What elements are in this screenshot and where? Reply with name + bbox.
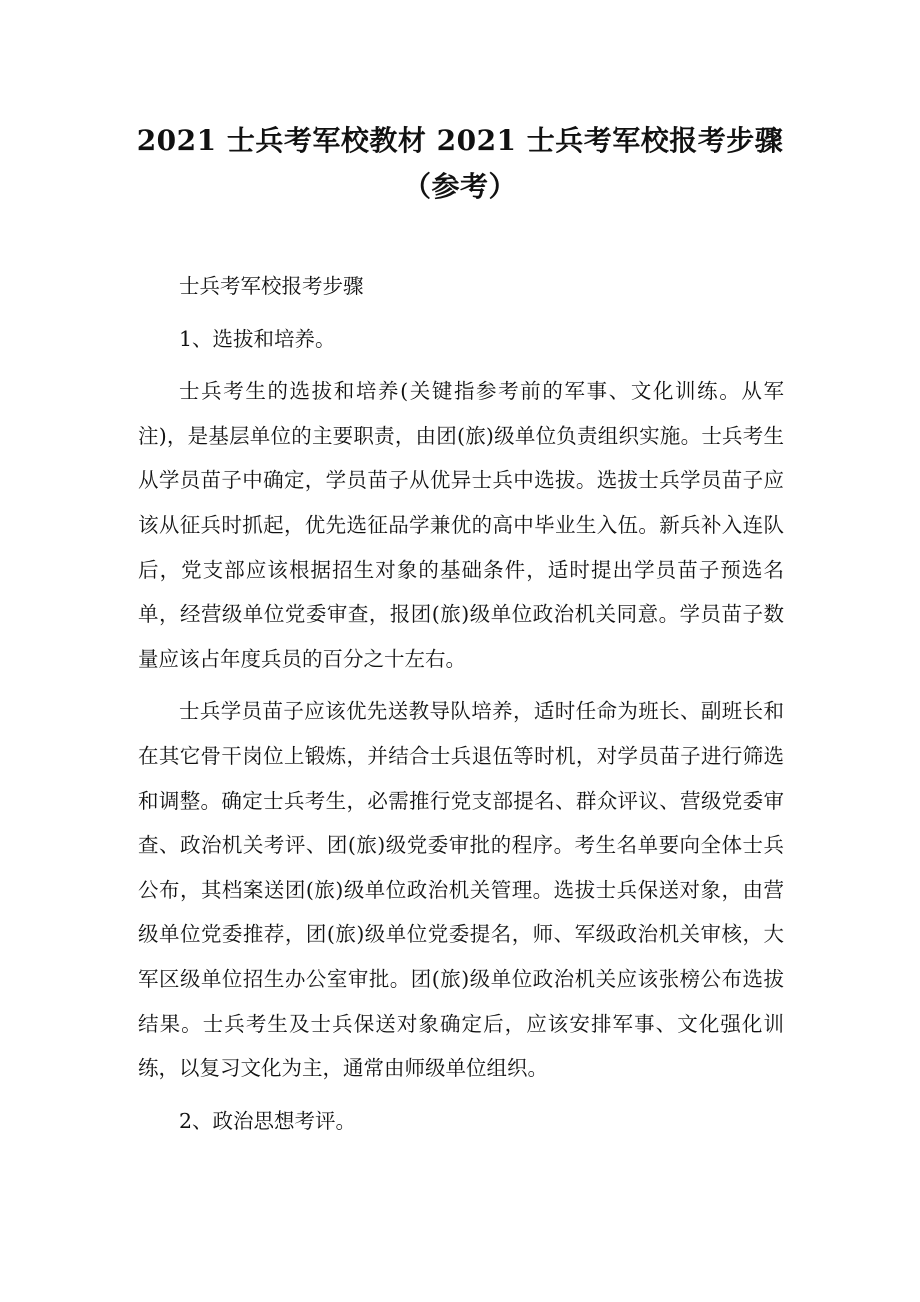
subsection-heading: 1、选拔和培养。 [179,326,336,351]
document-body [138,264,784,1151]
section-heading: 士兵考军校报考步骤 [179,274,364,298]
document-title: 2021 士兵考军校教材 2021 士兵考军校报考步骤（参考） [136,124,784,203]
subsection-heading: 2、政治思想考评。 [179,1108,357,1133]
body-paragraph: 士兵学员苗子应该优先送教导队培养，适时任命为班长、副班长和在其它骨干岗位上锻炼，并结合士兵退伍等时机，对学员苗子进行筛选和调整。确定士兵考生，必需推行党支部提名、群众评议、营级党委审查、政治机关考评、团(旅)级党委审批的程序。考生名单要向全体士兵公布，其档案送团(旅)级单位政治机关管理。选拔士兵保送对象，由营级单位党委推荐，团(旅)级单位党委提名，师、军级政治机关审核，大军区级单位招生办公室审批。团(旅)级单位政治机关应该张榜公布选拔结果。士兵考生及士兵保送对象确定后，应该安排军事、文化强化训练，以复习文化为主，通常由师级单位组织。 [138,699,784,1081]
body-paragraph: 士兵考生的选拔和培养(关键指参考前的军事、文化训练。从军注)，是基层单位的主要职责，由团(旅)级单位负责组织实施。士兵考生从学员苗子中确定，学员苗子从优异士兵中选拔。选拔士兵学员苗子应该从征兵时抓起，优先选征品学兼优的高中毕业生入伍。新兵补入连队后，党支部应该根据招生对象的基础条件，适时提出学员苗子预选名单，经营级单位党委审查，报团(旅)级单位政治机关同意。学员苗子数量应该占年度兵员的百分之十左右。 [138,379,784,671]
